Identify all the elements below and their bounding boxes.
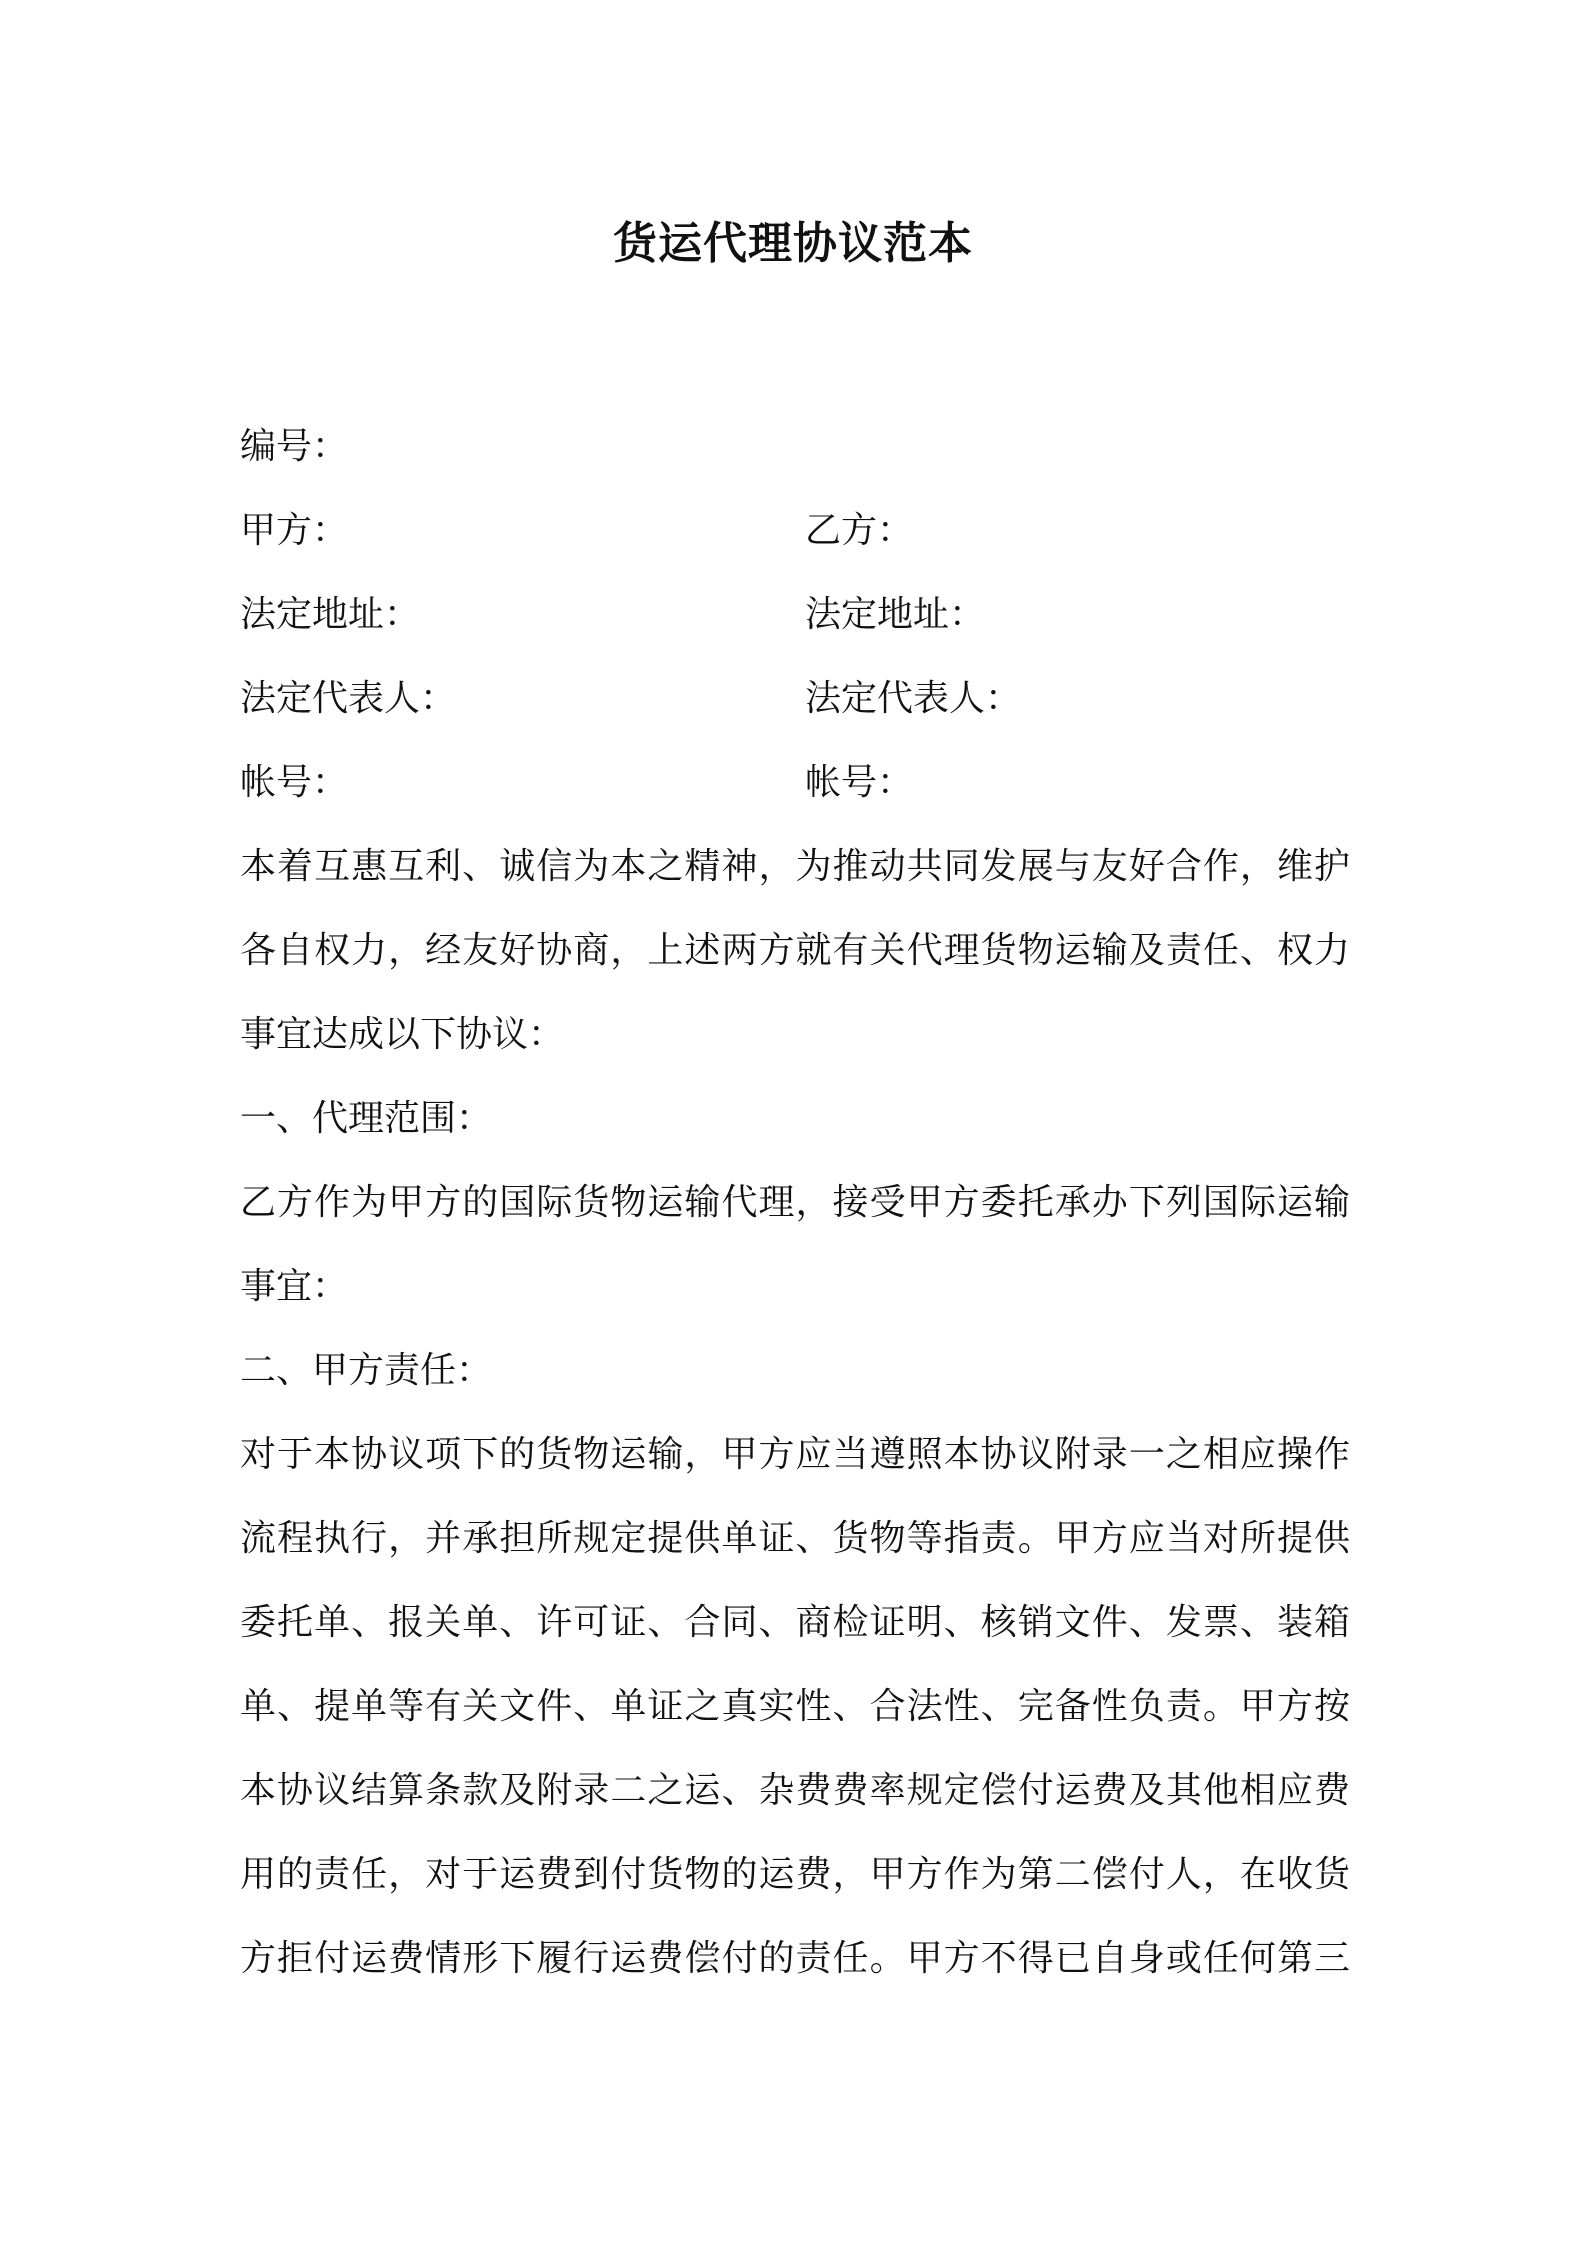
party-a-label: 甲方： [240,510,349,551]
party-row [240,741,1350,825]
intro-line: 事宜达成以下协议： [240,1014,565,1055]
section-line: 事宜： [240,1266,349,1307]
section-line: 方拒付运费情形下履行运费偿付的责任。甲方不得已自身或任何第三 [240,1938,1350,1979]
party-b-label: 乙方： [805,510,914,551]
section-heading-party-a-duties: 二、甲方责任： [240,1350,493,1391]
section-line: 本协议结算条款及附录二之运、杂费费率规定偿付运费及其他相应费 [240,1770,1350,1811]
section-line: 单、提单等有关文件、单证之真实性、合法性、完备性负责。甲方按 [240,1686,1350,1727]
document-body [240,405,1350,2001]
party-row [240,657,1350,741]
section-heading-scope: 一、代理范围： [240,1098,493,1139]
party-b-representative-label: 法定代表人： [805,678,1022,719]
intro-line: 本着互惠互利、诚信为本之精神，为推动共同发展与友好合作，维护 [240,846,1350,887]
section-line: 流程执行，并承担所规定提供单证、货物等指责。甲方应当对所提供 [240,1518,1350,1559]
section-line: 用的责任，对于运费到付货物的运费，甲方作为第二偿付人，在收货 [240,1854,1350,1895]
section-line: 对于本协议项下的货物运输，甲方应当遵照本协议附录一之相应操作 [240,1434,1350,1475]
party-b-address-label: 法定地址： [805,594,986,635]
contract-number-label: 编号： [240,426,349,467]
intro-line: 各自权力，经友好协商，上述两方就有关代理货物运输及责任、权力 [240,930,1350,971]
party-a-representative-label: 法定代表人： [240,678,457,719]
section-line: 委托单、报关单、许可证、合同、商检证明、核销文件、发票、装箱 [240,1602,1350,1643]
party-row [240,573,1350,657]
party-a-account-label: 帐号： [240,762,349,803]
document-title: 货运代理协议范本 [613,218,973,269]
party-row [240,489,1350,573]
section-line: 乙方作为甲方的国际货物运输代理，接受甲方委托承办下列国际运输 [240,1182,1350,1223]
party-b-account-label: 帐号： [805,762,914,803]
party-a-address-label: 法定地址： [240,594,421,635]
